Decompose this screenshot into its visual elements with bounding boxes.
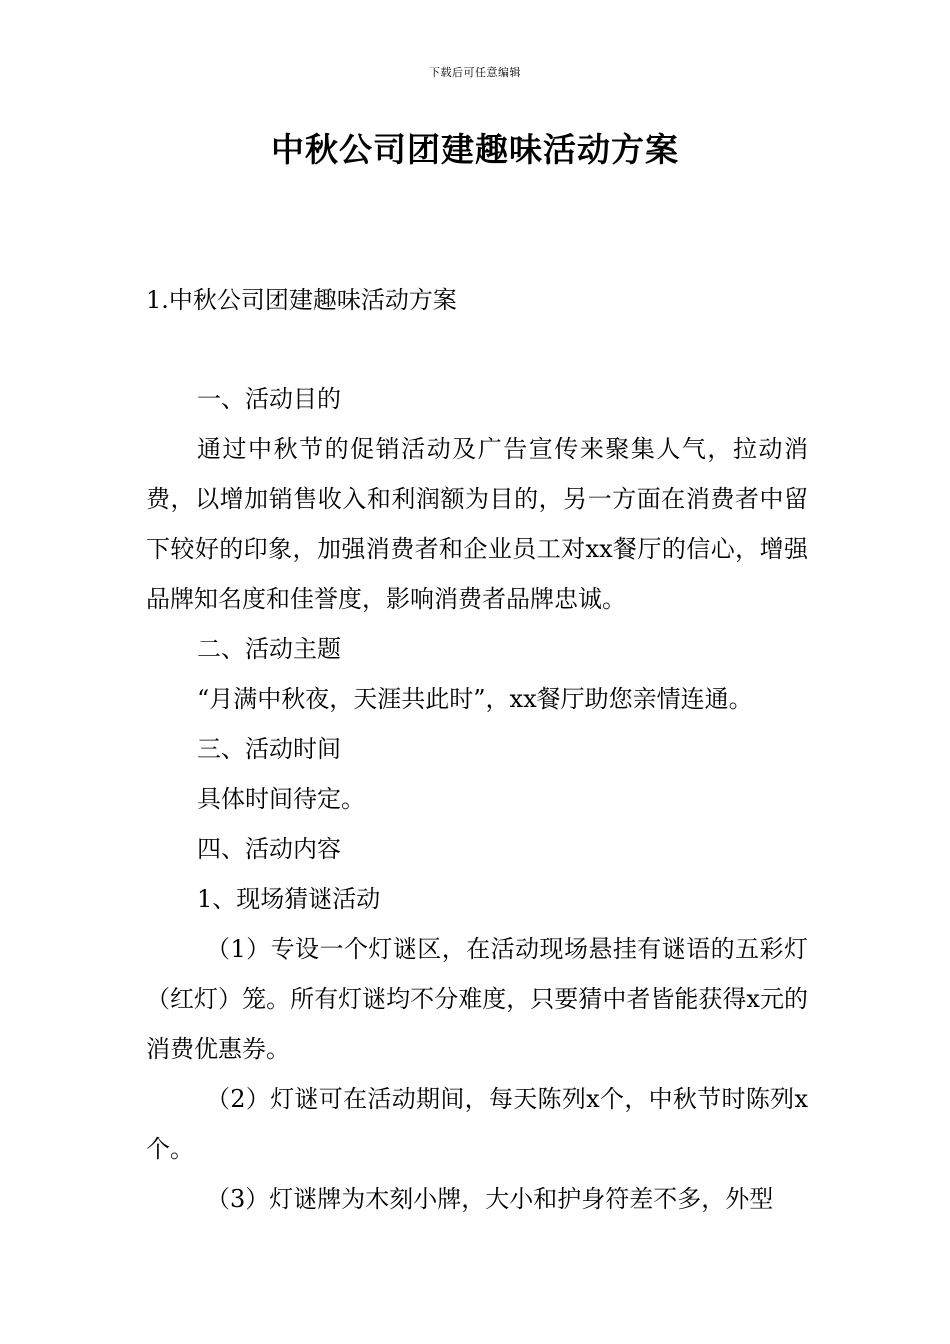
document-body bbox=[146, 374, 808, 1224]
paragraph-riddle-1: （1）专设一个灯谜区，在活动现场悬挂有谜语的五彩灯（红灯）笼。所有灯谜均不分难度，只要猜中者皆能获得x元的消费优惠券。 bbox=[146, 935, 808, 1063]
paragraph-riddle-3: （3）灯谜牌为木刻小牌，大小和护身符差不多，外型 bbox=[206, 1185, 774, 1213]
heading-time: 三、活动时间 bbox=[197, 735, 341, 763]
heading-content: 四、活动内容 bbox=[197, 835, 341, 863]
heading-purpose: 一、活动目的 bbox=[197, 385, 341, 413]
paragraph-purpose: 通过中秋节的促销活动及广告宣传来聚集人气，拉动消费，以增加销售收入和利润额为目的，另一方面在消费者中留下较好的印象，加强消费者和企业员工对xx餐厅的信心，增强品牌知名度和佳誉度，影响消费者品牌忠诚。 bbox=[146, 435, 808, 613]
subheading-riddle: 1、现场猜谜活动 bbox=[197, 885, 381, 913]
header-note: 下载后可任意编辑 bbox=[429, 66, 521, 79]
heading-theme: 二、活动主题 bbox=[197, 635, 341, 663]
paragraph-theme: “月满中秋夜，天涯共此时”，xx餐厅助您亲情连通。 bbox=[197, 685, 753, 713]
document-title: 中秋公司团建趣味活动方案 bbox=[271, 130, 679, 169]
paragraph-time: 具体时间待定。 bbox=[197, 785, 365, 813]
section-heading: 1.中秋公司团建趣味活动方案 bbox=[146, 286, 457, 314]
paragraph-riddle-2: （2）灯谜可在活动期间，每天陈列x个，中秋节时陈列x个。 bbox=[146, 1085, 808, 1163]
